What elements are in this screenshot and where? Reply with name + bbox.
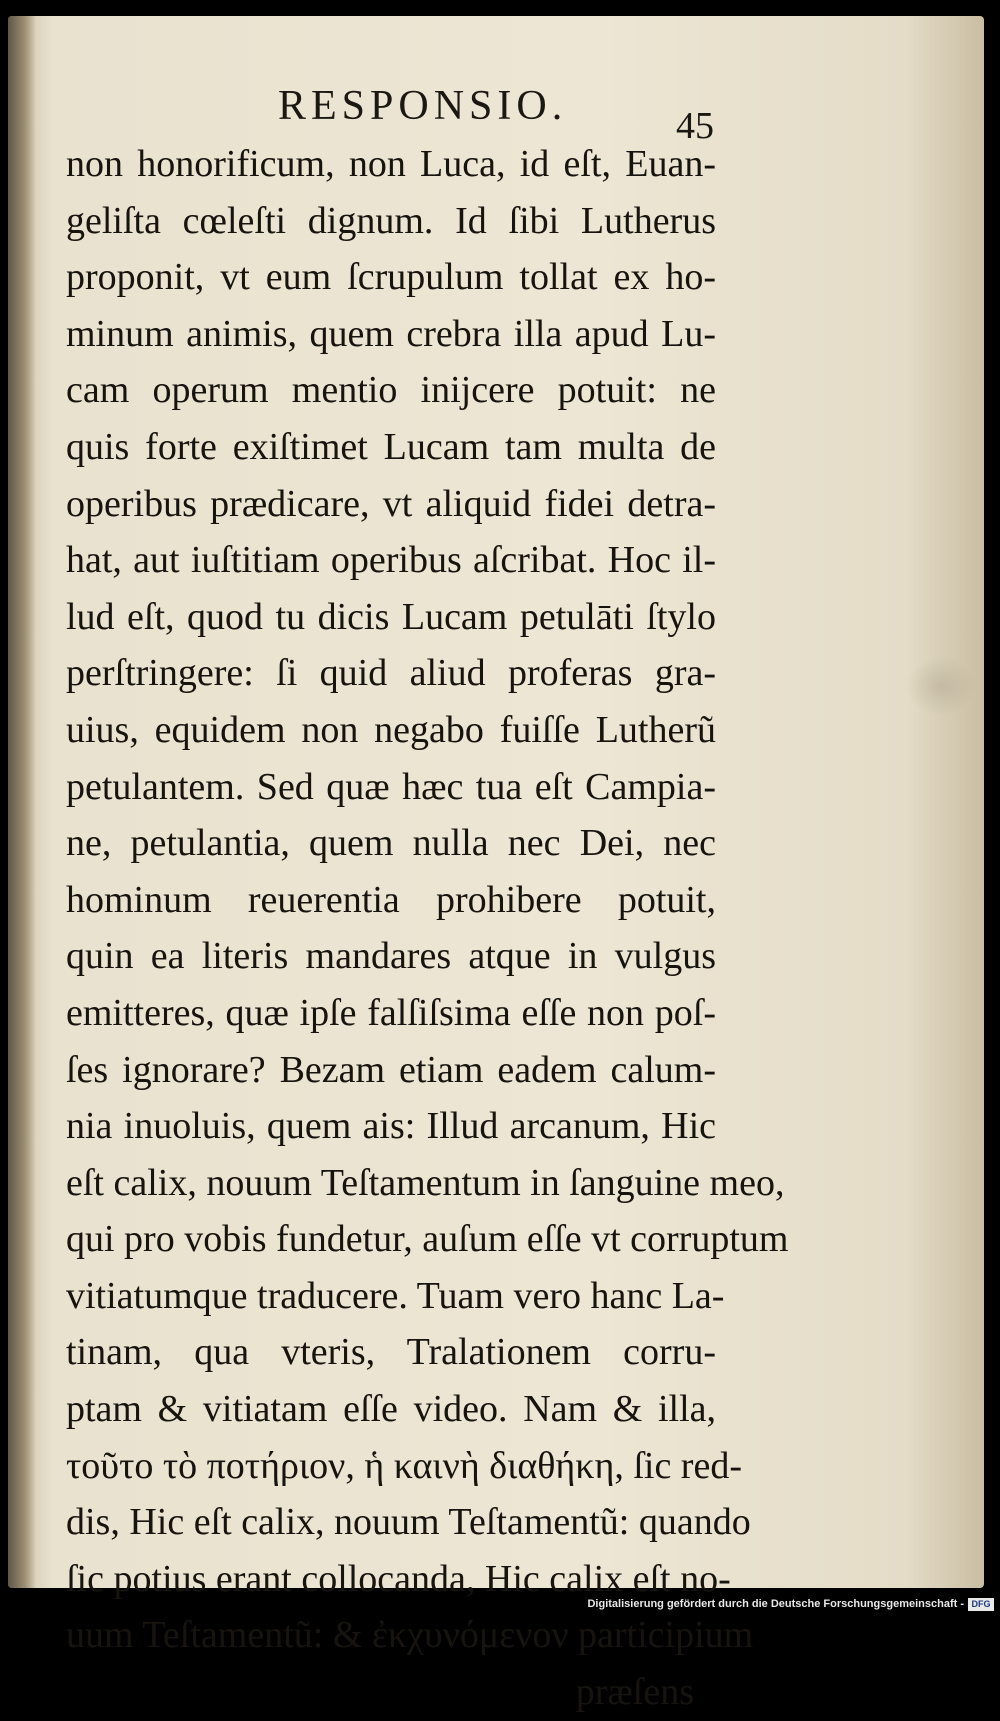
text-line: ptam & vitiatam eſſe video. Nam & illa,	[66, 1388, 716, 1431]
text-line: cam operum mentio inijcere potuit: ne	[66, 369, 716, 412]
text-line: dis, Hic eſt calix, nouum Teſtamentũ: quando	[66, 1501, 751, 1544]
text-line: lud eſt, quod tu dicis Lucam petulāti ſtylo	[66, 595, 716, 638]
text-line: tinam, qua vteris, Tralationem corru-	[66, 1331, 716, 1374]
text-line: uum Teſtamentũ: & ἐκχυνόμενον participium	[66, 1614, 754, 1657]
text-line: proponit, vt eum ſcrupulum tollat ex ho-	[66, 256, 716, 299]
text-line: operibus prædicare, vt aliquid fidei detra-	[66, 482, 716, 525]
text-line: ſic potius erant collocanda, Hic calix eſt no-	[66, 1557, 731, 1600]
text-line: geliſta cœleſti dignum. Id ſibi Lutherus	[66, 199, 716, 242]
text-line: hat, aut iuſtitiam operibus aſcribat. Hoc il-	[66, 539, 716, 582]
digitization-credit: Digitalisierung gefördert durch die Deutsche Forschungsgemeinschaft -	[587, 1598, 964, 1610]
text-line: perſtringere: ſi quid aliud proferas gra-	[66, 652, 716, 695]
text-line: hominum reuerentia prohibere potuit,	[66, 878, 716, 921]
text-line: vitiatumque traducere. Tuam vero hanc La-	[66, 1274, 725, 1317]
text-line: petulantem. Sed quæ hæc tua eſt Campia-	[66, 765, 716, 808]
text-line: τοῦτο τὸ ποτήριον, ἡ καινὴ διαθήκη, ſic red-	[66, 1444, 742, 1487]
text-line: quin ea literis mandares atque in vulgus	[66, 935, 716, 978]
text-line: qui pro vobis fundetur, auſum eſſe vt corruptum	[66, 1218, 789, 1261]
text-line: ne, petulantia, quem nulla nec Dei, nec	[66, 822, 716, 865]
running-head: RESPONSIO.	[278, 83, 568, 129]
text-line: quis forte exiſtimet Lucam tam multa de	[66, 425, 716, 468]
page-number: 45	[676, 105, 714, 147]
dfg-logo: DFG	[968, 1598, 994, 1611]
text-line: eſt calix, nouum Teſtamentum in ſanguine meo,	[66, 1161, 785, 1204]
text-line: uius, equidem non negabo fuiſſe Lutherũ	[66, 708, 716, 751]
text-line: nia inuoluis, quem ais: Illud arcanum, Hic	[66, 1105, 716, 1148]
text-line: præſens	[575, 1671, 694, 1714]
text-line: ſes ignorare? Bezam etiam eadem calum-	[66, 1048, 716, 1091]
text-line: emitteres, quæ ipſe falſiſsima eſſe non poſ-	[66, 991, 716, 1034]
text-line: minum animis, quem crebra illa apud Lu-	[66, 312, 716, 355]
text-line: non honorificum, non Luca, id eſt, Euan-	[66, 143, 716, 185]
